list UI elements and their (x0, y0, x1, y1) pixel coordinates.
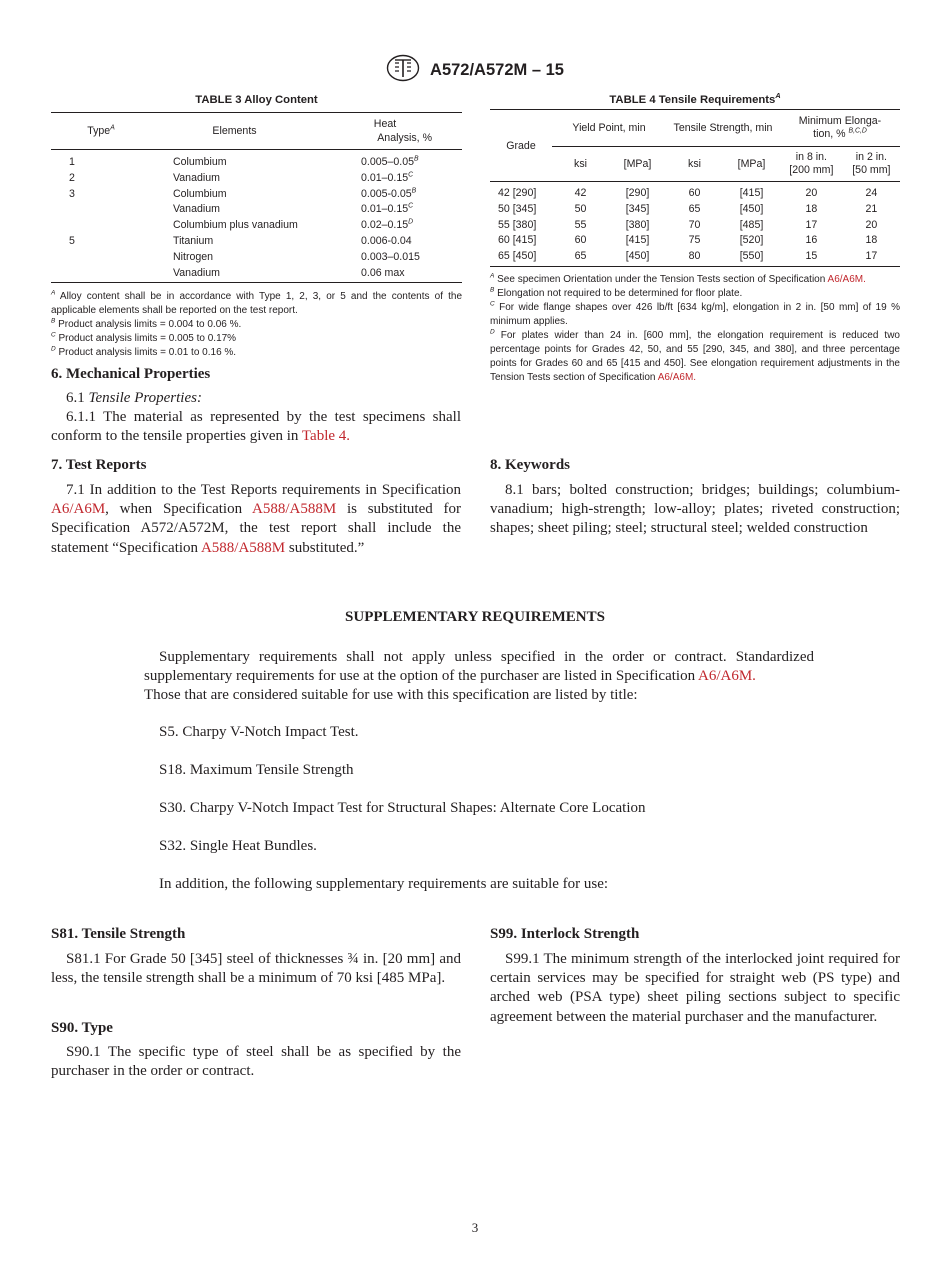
table3-col-heat (318, 113, 462, 150)
table4-cell-elong-2in: 20 (865, 218, 878, 231)
section-6-1-1-text: 6.1.1 The material as represented by the test specimens shall conform to the tensile properties given in (51, 409, 461, 445)
table3-cell-note: D (408, 218, 414, 226)
table3-footnote (51, 318, 462, 332)
table4-cell-elong-8in: 20 (805, 187, 818, 199)
section-s81 (51, 926, 461, 988)
table3-cell-element: Nitrogen (173, 250, 214, 263)
section-7-1-text-c: is substituted for Specification A572/A572M, the test report shall include the statement “Specification (51, 501, 461, 556)
supplementary-intro-line3: Those that are considered suitable for use with this specification are listed by title: (144, 687, 638, 704)
table3-cell-value (318, 250, 462, 266)
supplementary-item-s32: S32. Single Heat Bundles. (159, 838, 317, 854)
table4-cell-elong-2in: 24 (865, 187, 878, 199)
table3-row (51, 218, 462, 234)
table3-footnote-mark: B (51, 318, 56, 326)
supplementary-title: SUPPLEMENTARY REQUIREMENTS (345, 609, 605, 625)
section-s99-heading: S99. Interlock Strength (490, 926, 640, 942)
table4-footnote-c-text: For wide flange shapes over 426 lb/ft [634 kg/m], elongation in 2 in. [50 mm] of 19 % minimum applies. (490, 301, 900, 327)
section-s81-1: S81.1 For Grade 50 [345] steel of thicknesses ¾ in. [20 mm] and less, the tensile strength shall be a minimum of 70 ksi [485 MPa]. (51, 951, 461, 987)
supplementary-intro-para (144, 648, 814, 686)
table3-cell-value-text: 0.01–0.15 (361, 171, 409, 184)
table4-footnotes (490, 273, 900, 385)
table3-cell-type (51, 250, 151, 266)
table3-cell-value (318, 202, 462, 218)
section-s99 (490, 926, 900, 1027)
table3-cell-element: Vanadium (173, 203, 220, 216)
table3-col-elements: Elements (212, 125, 257, 137)
table3-header-row (51, 113, 462, 150)
table4-footnote-d (490, 329, 900, 385)
table3-cell-value (318, 171, 462, 187)
table4-cell-tensile-mpa: [550] (739, 250, 764, 263)
table4 (490, 109, 900, 267)
section-7-1-text-b: , when Specification (105, 501, 243, 518)
table4-footnote-a (490, 273, 900, 287)
table4-cell-grade: 42 [290] (498, 187, 537, 199)
table4-cell-yield-ksi: 65 (574, 250, 587, 263)
table3-footnote-text: Product analysis limits = 0.004 to 0.06 %. (58, 319, 242, 331)
table4-cell-yield-ksi: 60 (574, 234, 587, 247)
section-s99-1: S99.1 The minimum strength of the interlocked joint required for certain services may be specified for straight web (PS type) and arched web (PSA type) sheet piling sections subject to specific agreement between the material purchaser and the manufacturer. (490, 951, 900, 1025)
table3-cell-value (318, 266, 462, 283)
table4-row (490, 249, 900, 266)
table3-caption: TABLE 3 Alloy Content (195, 94, 318, 106)
section-s90 (51, 1020, 461, 1081)
section-7-1-text-a: 7.1 In addition to the Test Reports requirements in Specification (66, 482, 461, 498)
table3-footnote-text: Alloy content shall be in accordance with Type 1, 2, 3, or 5 and the contents of the applicable elements shall be reported on the test report. (51, 291, 463, 317)
supplementary-intro-text: Supplementary requirements shall not apply unless specified in the order or contract. Standardized supplementary requirements for use at the option of the purchaser are listed in Specification (144, 649, 814, 685)
table4-cell-yield-mpa: [415] (625, 234, 650, 247)
table3-col-heat-line2: Analysis, % (377, 132, 432, 144)
page-header (0, 54, 950, 87)
table4-footnote-a-mark: A (490, 272, 495, 280)
table4-col-grade: Grade (490, 110, 552, 182)
section-6-heading: 6. Mechanical Properties (51, 366, 211, 382)
section-8-1: 8.1 bars; bolted construction; bridges; buildings; columbium-vanadium; high-strength; low-alloy; plates; riveted construction; shapes; sheet piling; steel; structural steel; welded construction (490, 482, 900, 537)
page-number: 3 (471, 1220, 479, 1235)
table4-cell-elong-8in: 17 (805, 218, 818, 231)
table4-col-yield: Yield Point, min (552, 110, 666, 147)
section-8-heading: 8. Keywords (490, 457, 570, 473)
table3-col-heat-line1: Heat (373, 118, 397, 130)
table3-cell-value (318, 234, 462, 250)
table4-col-tensile: Tensile Strength, min (666, 110, 780, 147)
supplementary-addition: In addition, the following supplementary requirements are suitable for use: (159, 876, 609, 892)
table3-cell-note: C (408, 171, 414, 179)
table4-footnote-c (490, 301, 900, 329)
table4-cell-yield-mpa: [290] (625, 187, 650, 199)
section-s90-1: S90.1 The specific type of steel shall be as specified by the purchaser in the order or contract. (51, 1044, 461, 1080)
table3-col-type (51, 113, 151, 150)
table3-cell-type: 3 (69, 187, 75, 200)
table4-cell-tensile-mpa: [520] (739, 234, 764, 247)
table3-cell-value-text: 0.01–0.15 (361, 203, 409, 216)
table4-cell-elong-8in: 16 (805, 234, 818, 247)
table4-cell-grade: 50 [345] (498, 202, 537, 215)
table4-sub-tensile-ksi: ksi (688, 158, 701, 170)
table4-col-elongation-line2: tion, % (813, 128, 846, 140)
section-6-1-num: 6.1 (66, 390, 85, 406)
table4-header-row2 (490, 147, 900, 182)
a588-link[interactable]: A588/A588M (252, 501, 337, 518)
table3 (51, 112, 462, 283)
table3-footnote (51, 290, 462, 318)
table4-cell-yield-mpa: [450] (625, 250, 650, 263)
astm-logo-icon (386, 54, 420, 87)
table4-caption-note: A (775, 91, 781, 101)
table3-footnote-mark: D (51, 346, 56, 354)
table4-cell-yield-ksi: 50 (574, 202, 587, 215)
table4-cell-tensile-mpa: [415] (739, 187, 764, 199)
table3-cell-value (318, 187, 462, 203)
a6-link[interactable]: A6/A6M. (698, 668, 756, 685)
table3-footnote (51, 346, 462, 360)
table3-footnote-text: Product analysis limits = 0.01 to 0.16 %. (58, 347, 237, 359)
table4-row (490, 218, 900, 234)
table3-cell-value-text: 0.005–0.05 (361, 156, 415, 168)
table4-link[interactable]: Table 4. (301, 428, 351, 445)
table3-row (51, 187, 462, 203)
section-7 (51, 457, 461, 558)
table3-cell-element: Columbium (173, 156, 227, 168)
table3-row (51, 234, 462, 250)
table4-footnote-d-text: For plates wider than 24 in. [600 mm], the elongation requirement is reduced two percentage points for Grades 42, 50, and 55 [290, 345, and 380], and three percentage points for Grades 60 and 65 [415 and 450]. See elongation requirement adjustments in the Tension Tests section of Specification (490, 329, 900, 383)
table3-cell-value-text: 0.003–0.015 (361, 250, 420, 263)
table3-cell-value (318, 218, 462, 234)
table3-cell-element: Titanium (173, 234, 214, 247)
table3-cell-element: Vanadium (173, 266, 220, 279)
table3-footnote-mark: A (51, 290, 56, 298)
section-s90-heading: S90. Type (51, 1020, 113, 1036)
table4-cell-elong-8in: 15 (805, 250, 818, 263)
table3-cell-type (51, 202, 151, 218)
table4-cell-elong-2in: 18 (865, 234, 878, 247)
section-s81-heading: S81. Tensile Strength (51, 926, 186, 942)
table4-cell-yield-mpa: [380] (625, 218, 650, 231)
table4-cell-grade: 60 [415] (498, 234, 537, 247)
table3-cell-note: B (411, 187, 417, 195)
table3-cell-value-text: 0.02–0.15 (361, 219, 409, 232)
table4-footnote-b-mark: B (490, 286, 495, 294)
table3-cell-element: Columbium plus vanadium (173, 219, 298, 232)
table3-cell-type: 1 (69, 156, 75, 168)
table4-cell-tensile-ksi: 75 (688, 234, 701, 247)
table4-sub-2in (843, 147, 900, 182)
table4-col-elongation (780, 110, 900, 147)
supplementary-item-s18: S18. Maximum Tensile Strength (159, 762, 354, 778)
table3-cell-element: Vanadium (173, 171, 220, 184)
table4-sub-8in (780, 147, 843, 182)
table3-footnotes (51, 290, 462, 360)
table3-cell-value-text: 0.006-0.04 (361, 234, 412, 247)
document-title: A572/A572M – 15 (430, 61, 564, 79)
table4-footnote-c-mark: C (490, 300, 495, 308)
table3-body (51, 150, 462, 283)
table3-cell-type (51, 218, 151, 234)
section-7-1-text-d: substituted.” (288, 539, 365, 556)
section-6-1-title: Tensile Properties: (88, 390, 202, 406)
table4-caption (490, 91, 900, 106)
table4-footnote-b (490, 287, 900, 301)
table4-cell-grade: 55 [380] (498, 218, 537, 231)
section-7-heading: 7. Test Reports (51, 457, 147, 473)
table3-cell-note: B (414, 155, 419, 163)
table3-footnote-text: Product analysis limits = 0.005 to 0.17% (58, 333, 237, 345)
table3-cell-value-text: 0.005-0.05 (361, 187, 412, 200)
table4-cell-grade: 65 [450] (498, 250, 537, 263)
table3-row (51, 250, 462, 266)
section-6-1 (51, 389, 461, 408)
table3-row (51, 171, 462, 187)
table4-cell-tensile-mpa: [485] (739, 218, 764, 231)
table4-body (490, 182, 900, 267)
table4-row (490, 233, 900, 249)
table4-sub-8in-line1: in 8 in. (795, 151, 827, 163)
table4-sub-yield-mpa: [MPa] (623, 158, 652, 170)
a6-link[interactable]: A6/A6M. (657, 371, 697, 383)
table3-block (51, 94, 462, 360)
table3-cell-value-text: 0.06 max (361, 266, 405, 279)
table3-cell-type: 2 (69, 171, 75, 184)
table4-caption-text: TABLE 4 Tensile Requirements (609, 94, 776, 106)
section-6 (51, 366, 461, 447)
table3-row (51, 266, 462, 283)
table3-row (51, 150, 462, 171)
table4-header-row1 (490, 110, 900, 147)
table4-sub-2in-line1: in 2 in. (855, 151, 887, 163)
a588-link[interactable]: A588/A588M (200, 539, 286, 556)
table3-cell-note: C (408, 202, 414, 210)
table4-cell-yield-ksi: 55 (574, 218, 587, 231)
table4-cell-yield-mpa: [345] (625, 202, 650, 215)
table3-cell-type (51, 266, 151, 283)
table4-sub-8in-line2: [200 mm] (789, 164, 834, 176)
a6-link[interactable]: A6/A6M (51, 501, 106, 518)
table4-footnote-a-text: See specimen Orientation under the Tension Tests section of Specification (497, 273, 826, 285)
table3-cell-element: Columbium (173, 187, 227, 200)
table4-sub-tensile-mpa: [MPa] (737, 158, 766, 170)
table3-row (51, 202, 462, 218)
section-7-1 (51, 481, 461, 558)
table4-cell-elong-2in: 17 (865, 250, 878, 263)
table3-footnote-mark: C (51, 332, 56, 340)
table4-sub-yield-ksi: ksi (574, 158, 587, 170)
table4-footnote-d-mark: D (490, 328, 495, 336)
table4-cell-elong-2in: 21 (865, 202, 878, 215)
table3-footnote (51, 332, 462, 346)
table3-col-type-note: A (110, 124, 115, 132)
table4-row (490, 202, 900, 218)
table4-col-elongation-line1: Minimum Elonga- (798, 115, 882, 127)
table4-cell-tensile-ksi: 60 (688, 187, 701, 199)
a6-link[interactable]: A6/A6M. (827, 273, 866, 285)
supplementary-intro (144, 648, 814, 706)
table3-col-type-label: Type (87, 125, 111, 137)
table4-cell-elong-8in: 18 (805, 202, 818, 215)
table4-cell-tensile-ksi: 70 (688, 218, 701, 231)
table4-block (490, 91, 900, 385)
table4-cell-tensile-mpa: [450] (739, 202, 764, 215)
table4-cell-yield-ksi: 42 (574, 187, 587, 199)
table3-cell-type: 5 (69, 234, 75, 247)
section-6-1-1 (51, 408, 461, 446)
table4-sub-2in-line2: [50 mm] (852, 164, 891, 176)
supplementary-item-s5: S5. Charpy V-Notch Impact Test. (159, 724, 359, 740)
section-8 (490, 457, 900, 539)
supplementary-item-s30: S30. Charpy V-Notch Impact Test for Structural Shapes: Alternate Core Location (159, 800, 646, 816)
table4-row (490, 182, 900, 202)
table4-col-elongation-notes: B,C,D (848, 127, 867, 135)
table4-footnote-b-text: Elongation not required to be determined for floor plate. (497, 287, 743, 299)
table3-cell-value (318, 150, 462, 171)
table4-cell-tensile-ksi: 80 (688, 250, 701, 263)
table4-cell-tensile-ksi: 65 (688, 202, 701, 215)
